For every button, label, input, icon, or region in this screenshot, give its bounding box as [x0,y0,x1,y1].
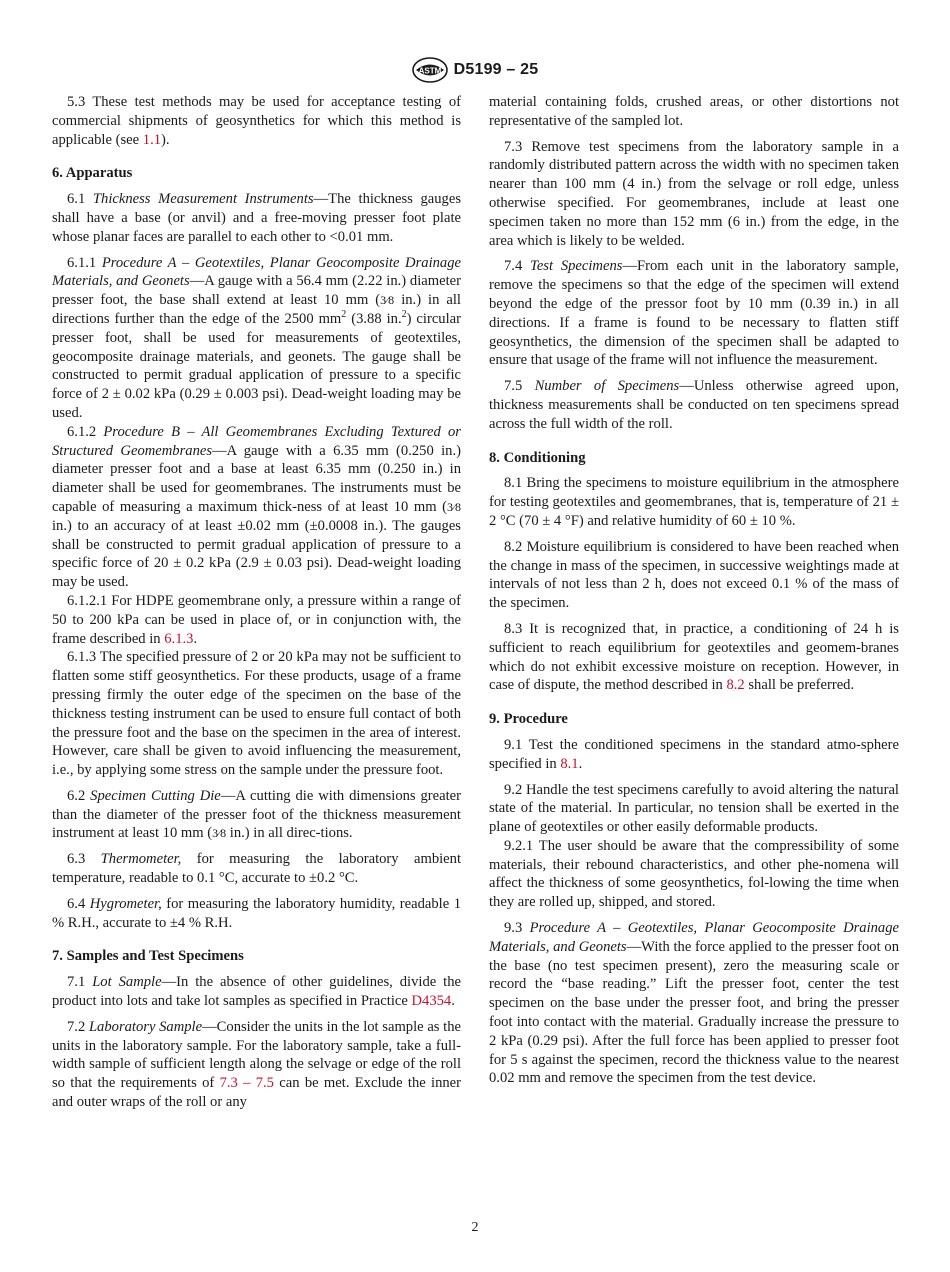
paragraph-6-1-2-1 [52,592,461,648]
term: Hygrometer, [89,895,162,912]
term: Thickness Measurement Instruments [92,191,314,208]
text: 7.2 [67,1018,89,1035]
paragraph-6-1-1 [52,254,461,423]
text: for measuring the laboratory ambient temperature, readable to 0.1 °C, accurate to ±0.2 °C. [52,851,462,887]
text: 7.4 [504,258,531,275]
paragraph-7-1 [52,973,461,1011]
text: —With the force applied to the presser foot on the base (no test specimen present), zero the measuring scale or record the “base reading.” Lift the presser foot, center the test specimen on the base under the presser foot, and bring the presser foot into contact with the material. Gradually increase the pressure to 2 kPa (0.29 psi). After the full force has been applied to presser foot for 5 s against the specimen, record the thickness value to the nearest 0.02 mm and remove the specimen from the test device. [489,938,899,1087]
text: in.) in all direc-tions. [226,825,353,842]
text: ) circular presser foot, shall be used for measurements of geotextiles, geocomposite drainage materials, and geonets. The gauge shall be constructed to permit gradual application of pressure to a specific force of 2 ± 0.02 kPa (0.29 ± 0.003 psi). Dead-weight loading may be used. [52,310,461,421]
text: —From each unit in the laboratory sample, remove the specimens so that the edge of the specimen will extend beyond the edge of the pressor foot by 10 mm (0.39 in.) in all directions. If a frame is found to be necessary to flatten stiff geosynthetics, the dimension of the specimen shall be adapted to ensure that usage of the frame will not influence the measurement. [489,258,900,369]
text: 6.1.1 [67,254,102,271]
text: 7.1 [67,974,93,991]
document-id: D5199 – 25 [453,61,539,78]
ref-link-8-2[interactable]: 8.2 [726,677,745,694]
paragraph-7-2 [52,1018,461,1112]
ref-link-1-1[interactable]: 1.1 [142,131,162,148]
term: Lot Sample [92,974,162,991]
paragraph-7-5 [489,377,899,433]
term: Procedure A – Geotextiles, Planar Geocomposite Drainage Materials, and Geonets [489,920,900,955]
fraction: 3⁄8 [446,499,461,514]
term: Thermometer, [100,851,182,868]
section-heading-apparatus: 6. Apparatus [52,165,133,182]
text: 6.1.2.1 For HDPE geomembrane only, a pressure within a range of 50 to 200 kPa can be used in place of, or in conjunction with, the frame described in [52,592,461,647]
paragraph-8-2: 8.2 Moisture equilibrium is considered to have been reached when the change in mass of the specimen, in successive weightings made at intervals of not less than 2 h, does not exceed 0.1 % of the mass of the specimen. [489,538,899,612]
term: Laboratory Sample [88,1018,203,1035]
text: —In the absence of other guidelines, divide the product into lots and take lot samples as specified in Practice [52,974,461,1010]
superscript: 2 [341,309,347,321]
paragraph-8-1: 8.1 Bring the specimens to moisture equilibrium in the atmosphere for testing geotextiles and geomembranes, that is, temperature of 21 ± 2 °C (70 ± 4 °F) and relative humidity of 60 ± 10 %. [489,475,899,529]
term: Procedure A – Geotextiles, Planar Geocomposite Drainage Materials, and Geonets [52,254,461,290]
text: 9.3 [504,920,530,937]
paragraph-9-2-1: 9.2.1 The user should be aware that the compressibility of some materials, their rebound characteristics, and other phe-nomena will affect the thickness of some geosynthetics, fol-lowing the time when they are rolled up, shipped, and stored. [489,837,899,911]
ref-link-6-1-3[interactable]: 6.1.3 [164,630,194,647]
paragraph-7-2-continued: material containing folds, crushed areas, or other distortions not representative of the sampled lot. [489,94,899,129]
text: (3.88 in. [346,310,402,327]
text: —A cutting die with dimensions greater than the diameter of the presser foot of the thickness measurement instrument at least 10 mm ( [52,787,462,842]
fraction: 3⁄8 [212,826,227,841]
term: Number of Specimens [534,378,680,395]
text: —A gauge with a 6.35 mm (0.250 in.) diameter presser foot and a base at least 6.35 mm (0.250 in.) in diameter shall be used for geomembranes. The instruments must be capable of measuring a maximum thick-ness of at least 10 mm ( [52,442,461,515]
paragraph-6-1-2 [52,423,461,592]
term: Test Specimens [530,258,623,275]
text: can be met. Exclude the inner and outer wraps of the roll or any [52,1075,462,1111]
paragraph-6-1-3: 6.1.3 The specified pressure of 2 or 20 kPa may not be sufficient to flatten some stiff geosynthetics. For these products, usage of a frame pressing firmly the outer edge of the specimen on the base of the thickness testing instrument can be used to ensure full contact of both the pressure foot and the base on the specimen in the area of interest. However, care shall be given to avoid influencing the measurement, i.e., by applying some stress on the sample under the pressure foot. [52,649,461,779]
ref-link-8-1[interactable]: 8.1 [560,755,579,772]
paragraph-7-3: 7.3 Remove test specimens from the laboratory sample in a randomly distributed pattern across the width with no specimen taken nearer than 100 mm (4 in.) from the selvage or roll edge, unless otherwise specified. For geomembranes, include at least one specimen taken no more than 152 mm (6 in.) from the edge, in the area which is likely to be welded. [489,138,899,249]
text: 7.5 [504,378,535,395]
text: 5.3 These test methods may be used for acceptance testing of commercial shipments of geosynthetics for which this method is applicable (see [52,94,461,148]
section-heading-procedure: 9. Procedure [489,711,568,728]
text: . [193,630,198,647]
text: —Consider the units in the lot sample as the units in the laboratory sample. For the laboratory sample, take a full-width sample of sufficient length along the selvage or edge of the roll so that the requirements of [52,1018,461,1092]
fraction: 3⁄8 [380,293,395,308]
ref-link-7-3-7-5[interactable]: 7.3 – 7.5 [219,1075,274,1092]
text: ). [161,131,170,148]
right-column [489,93,899,1095]
paragraph-5-3 [52,93,461,149]
term: Specimen Cutting Die [90,787,221,804]
ref-link-d4354[interactable]: D4354 [411,993,452,1010]
paragraph-6-3 [52,850,461,888]
text: —Unless otherwise agreed upon, thickness measurements shall be conducted on ten specimens spread across the full width of the roll. [489,378,899,432]
text: 6.1.2 [67,423,104,440]
text: 6.1 [67,191,93,208]
paragraph-9-3 [489,919,899,1088]
page-header [0,56,950,84]
text: 6.4 [67,895,90,912]
page-number: 2 [471,1220,479,1235]
text: 6.2 [67,787,91,804]
text: —The thickness gauges shall have a base (or anvil) and a free-moving presser foot plate whose planar faces are parallel to each other to <0.01 mm. [52,191,462,245]
section-heading-conditioning: 8. Conditioning [489,449,586,466]
text: . [578,755,583,772]
section-heading-samples: 7. Samples and Test Specimens [52,948,244,965]
superscript: 2 [401,309,407,321]
text: . [451,993,455,1010]
term: Procedure B – All Geomembranes Excluding Textured or Structured Geomembranes [52,423,461,459]
paragraph-6-1 [52,190,461,246]
text: for measuring the laboratory humidity, readable 1 % R.H., accurate to ±4 % R.H. [52,895,462,931]
text: shall be preferred. [744,677,855,694]
paragraph-9-2: 9.2 Handle the test specimens carefully to avoid altering the natural state of the material. In particular, no tension shall be exerted in the plane of geotextiles or other easily deformable products. [489,781,899,836]
paragraph-6-4 [52,895,461,933]
paragraph-8-3 [489,620,899,695]
text: 6.3 [67,851,101,868]
paragraph-7-4 [489,257,899,370]
text: 9.1 Test the conditioned specimens in the standard atmo-sphere specified in [489,736,899,772]
paragraph-9-1 [489,736,899,774]
text: 8.3 It is recognized that, in practice, a conditioning of 24 h is sufficient to reach equilibrium for geotextiles and geomem-branes which do not exhibit excessive moisture on reception. However, in case of dispute, the method described in [489,620,899,694]
paragraph-6-2 [52,787,461,843]
astm-logo-icon [412,57,448,83]
text: —A gauge with a 56.4 mm (2.22 in.) diameter presser foot, the base shall extend at least 10 mm ( [52,273,461,309]
text: in.) to an accuracy of at least ±0.02 mm (±0.0008 in.). The gauges shall be constructed to permit gradual application of pressure to a specific force of 20 ± 0.2 kPa (2.9 ± 0.03 psi). Dead-weight loading may be used. [52,517,461,591]
left-column [52,93,461,1112]
logo-text: ASTM [418,66,441,76]
text: in.) in all directions further than the edge of the 2500 mm [52,292,461,327]
